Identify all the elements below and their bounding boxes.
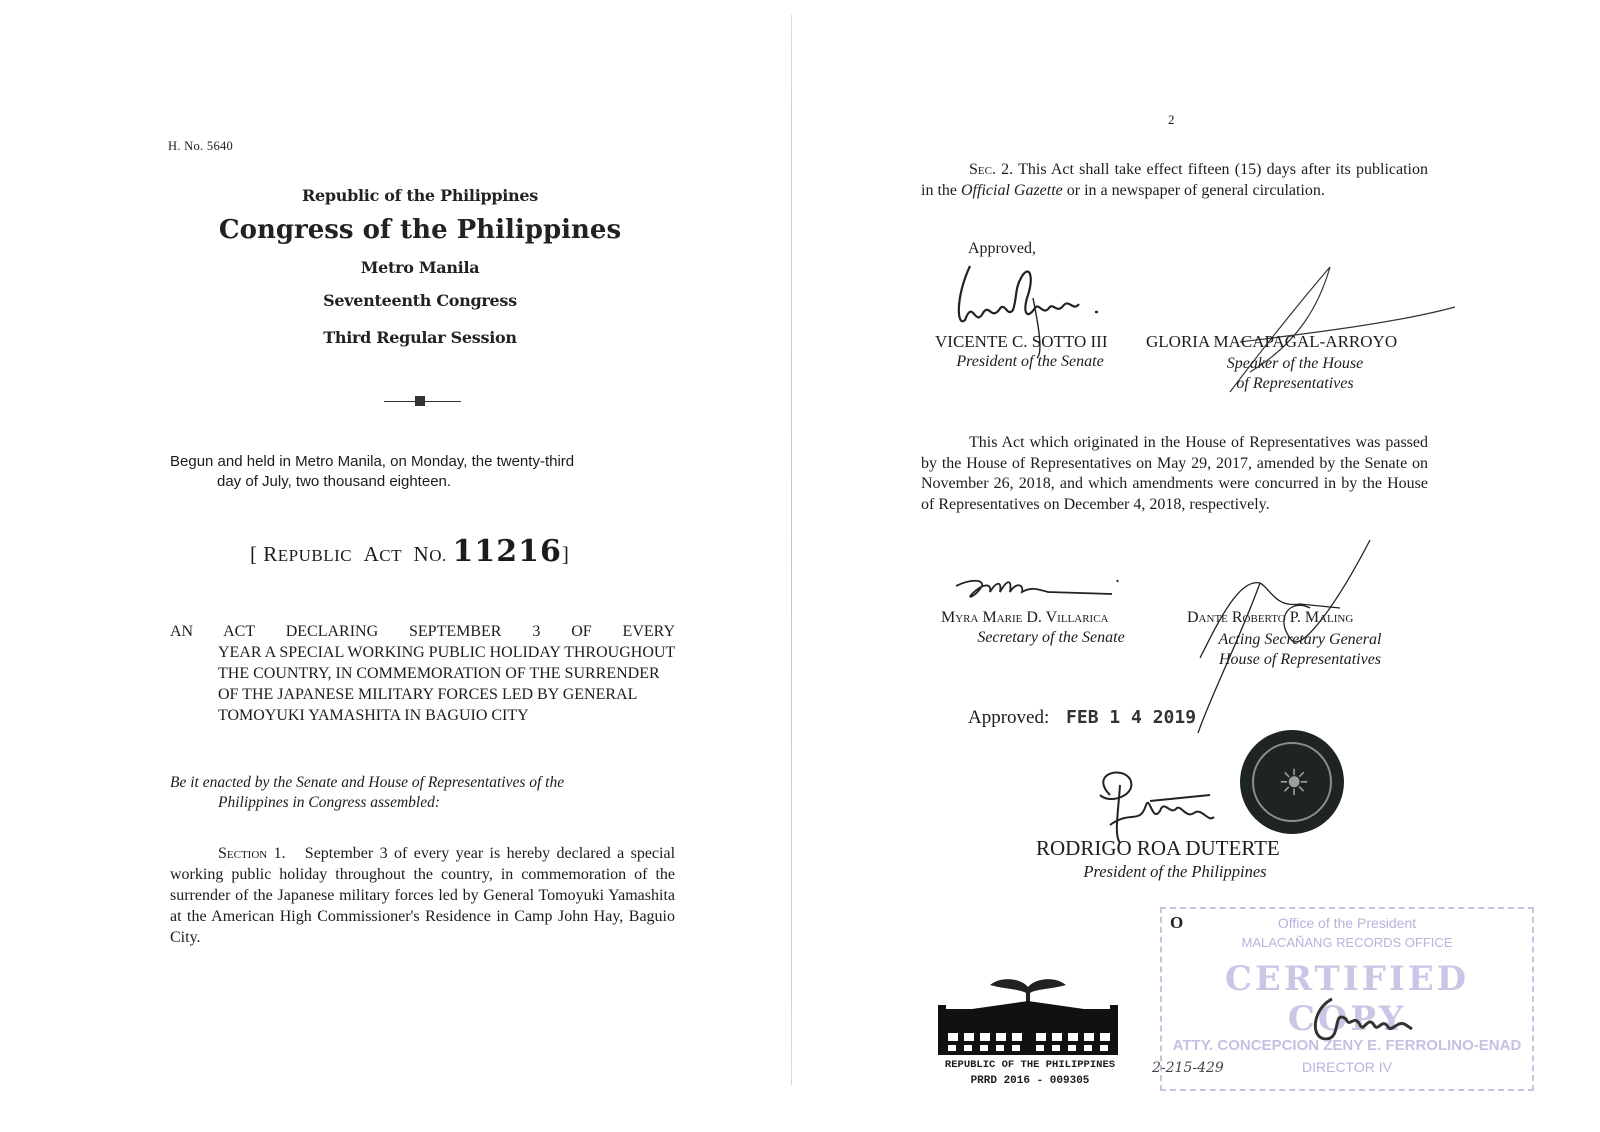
presidential-seal-icon (1240, 730, 1344, 834)
villarica-signature-icon (952, 572, 1142, 608)
house-bill-number: H. No. 5640 (168, 139, 234, 153)
begun-statement (170, 452, 675, 492)
ra-epublic: EPUBLIC (277, 546, 353, 565)
signatory-sotto-name: VICENTE C. SOTTO III (935, 332, 1108, 351)
approval-date-stamp: FEB 1 4 2019 (1066, 707, 1197, 728)
act-title (170, 621, 675, 726)
palace-caption-prrd: PRRD 2016 - 009305 (970, 1075, 1090, 1087)
enacting-clause (170, 773, 675, 813)
section-1 (170, 843, 675, 948)
header-session: Third Regular Session (323, 328, 517, 347)
republic-act-label (250, 534, 569, 569)
president-title: President of the Philippines (1083, 862, 1267, 881)
section-2 (921, 160, 1428, 201)
signatory-maling-title (1195, 630, 1405, 670)
header-republic: Republic of the Philippines (302, 186, 538, 205)
page-number: 2 (1168, 112, 1175, 127)
approved-label: Approved, (968, 240, 1036, 257)
ra-ct: CT (379, 546, 403, 565)
ra-a: A (363, 542, 380, 566)
approval-line (968, 707, 1196, 729)
duterte-signature-icon (1090, 765, 1240, 845)
official-gazette: Official Gazette (961, 181, 1063, 199)
begun-line-1: Begun and held in Metro Manila, on Monday, the twenty-third (170, 453, 575, 470)
ra-n: N (413, 542, 430, 566)
maling-title-line-1: Acting Secretary General (1218, 631, 1382, 648)
signatory-villarica-name: Myra Marie D. Villarica (941, 609, 1109, 626)
stamp-office: Office of the President (1277, 915, 1417, 931)
signatory-sotto-title: President of the Senate (956, 353, 1104, 370)
approval-label: Approved: (968, 707, 1050, 728)
seal-sun-icon: ☀ (1277, 763, 1311, 803)
signatory-arroyo-title (1200, 354, 1390, 394)
act-number: 11216 (452, 534, 562, 569)
president-name: RODRIGO ROA DUTERTE (1036, 836, 1280, 860)
act-title-line-1: AN ACT DECLARING SEPTEMBER 3 OF EVERY (170, 623, 675, 640)
act-title-rest: YEAR A SPECIAL WORKING PUBLIC HOLIDAY THROUGHOUT THE COUNTRY, IN COMMEMORATION OF THE SURRENDER OF THE JAPANESE MILITARY FORCES LED BY GENERAL TOMOYUKI YAMASHITA IN BAGUIO CITY (218, 644, 675, 724)
legislative-history: This Act which originated in the House of Representatives was passed by the House of Representatives on May 29, 2017, amended by the Senate on November 26, 2018, and which amendments were concurred in by the House of Representatives on December 4, 2018, respectively. (921, 434, 1428, 513)
ra-r: R (263, 542, 278, 566)
bracket-open: [ (250, 542, 264, 566)
stamp-certified-copy: CERTIFIED COPY (1224, 959, 1470, 1039)
header-congress-number: Seventeenth Congress (323, 291, 517, 310)
stamp-director: DIRECTOR IV (1302, 1059, 1392, 1075)
stamp-certifier-name: ATTY. CONCEPCION ZENY E. FERROLINO-ENAD (1172, 1037, 1522, 1054)
malacanang-palace-logo-icon (932, 975, 1128, 1060)
seal-ring (1252, 742, 1332, 822)
ra-o: O. (429, 546, 447, 565)
handwritten-note: 2-215-429 (1152, 1060, 1224, 1076)
signatory-arroyo-name: GLORIA MACAPAGAL-ARROYO (1146, 332, 1398, 351)
section-1-label: Section 1. (218, 845, 286, 862)
header-city: Metro Manila (360, 258, 480, 277)
signatory-villarica-title: Secretary of the Senate (977, 629, 1125, 646)
section-1-text: September 3 of every year is hereby declared a special working public holiday throughout the country, in commemoration of the surrender of the Japanese military forces led by General Tomoyuki Yamashita at the American High Commissioner's Residence in Camp John Hay, Baguio City. (170, 845, 676, 946)
maling-title-line-2: House of Representatives (1218, 651, 1382, 668)
begun-line-2: day of July, two thousand eighteen. (217, 473, 452, 490)
section-2-text-b: or in a newspaper of general circulation. (1066, 181, 1325, 199)
enacting-line-1: Be it enacted by the Senate and House of Representatives of the (170, 774, 565, 791)
stamp-records-office: MALACAÑANG RECORDS OFFICE (1241, 935, 1453, 950)
page-1 (0, 0, 792, 1132)
section-2-text-a: This Act shall take effect fifteen (15) days after its publication in the (921, 161, 1428, 199)
palace-caption-republic: REPUBLIC OF THE PHILIPPINES (944, 1059, 1116, 1071)
bracket-close: ] (561, 542, 570, 566)
arroyo-title-line-2: of Representatives (1236, 375, 1354, 392)
section-2-label: Sec. 2. (969, 161, 1014, 178)
header-congress: Congress of the Philippines (218, 215, 622, 245)
signatory-maling-name: Dante Roberto P. Maling (1187, 609, 1354, 626)
stamp-marker: O (1170, 913, 1184, 932)
enacting-line-2: Philippines in Congress assembled: (218, 794, 441, 811)
arroyo-title-line-1: Speaker of the House (1226, 355, 1364, 372)
ornament-square-icon (415, 396, 425, 406)
